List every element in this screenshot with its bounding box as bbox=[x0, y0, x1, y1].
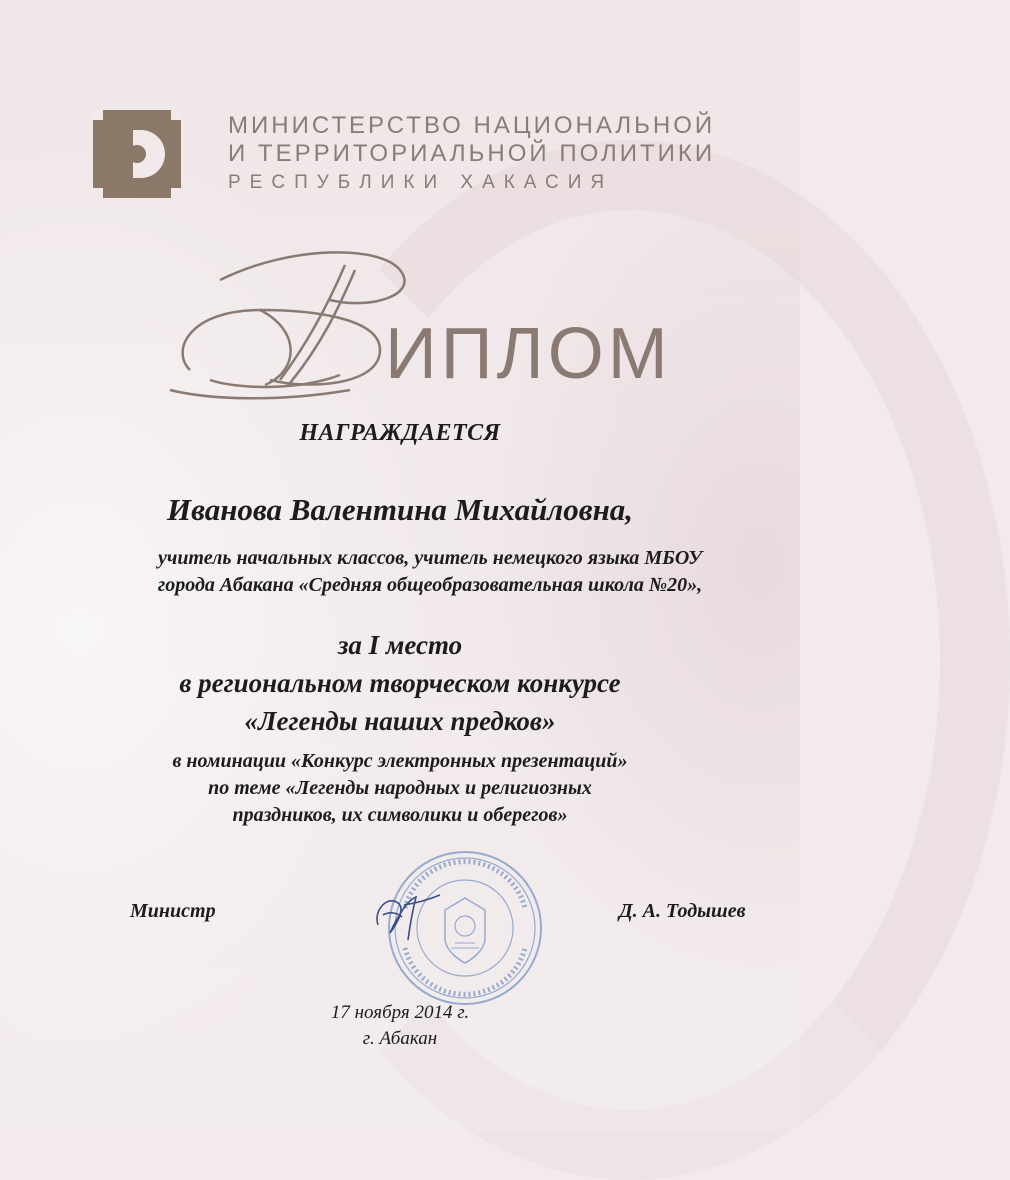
diploma-title-initial-text: Д bbox=[150, 227, 161, 244]
signatory-name: Д. А. Тодышев bbox=[619, 900, 746, 922]
place-line-1: за I место bbox=[337, 630, 463, 660]
signatory-role: Министр bbox=[130, 900, 216, 922]
ministry-emblem-icon bbox=[93, 110, 181, 198]
position-line-1: учитель начальных классов, учитель немецкого языка МБОУ bbox=[157, 547, 703, 569]
nomination-line-1: в номинации «Конкурс электронных презентаций» bbox=[172, 750, 628, 772]
nomination-line-2: по теме «Легенды народных и религиозных bbox=[208, 777, 592, 799]
nomination bbox=[0, 748, 800, 829]
recipient-name: Иванова Валентина Михайловна, bbox=[166, 492, 634, 527]
ministry-name-line-1: МИНИСТЕРСТВО НАЦИОНАЛЬНОЙ bbox=[228, 112, 716, 139]
recipient-position bbox=[80, 545, 780, 599]
awarded-heading: НАГРАЖДАЕТСЯ bbox=[299, 420, 501, 446]
diploma-title: ИПЛОМ bbox=[385, 314, 672, 394]
handwritten-signature bbox=[368, 885, 443, 945]
ministry-name-line-3: РЕСПУБЛИКИ ХАКАСИЯ bbox=[228, 172, 614, 193]
ministry-header bbox=[228, 112, 748, 198]
place-line-2: в региональном творческом конкурсе bbox=[179, 668, 621, 698]
issue-city: г. Абакан bbox=[362, 1028, 438, 1049]
issue-info bbox=[0, 1000, 800, 1052]
nomination-line-3: праздников, их символики и оберегов» bbox=[232, 804, 568, 826]
place-line-3: «Легенды наших предков» bbox=[244, 706, 556, 736]
ministry-name-line-2: И ТЕРРИТОРИАЛЬНОЙ ПОЛИТИКИ bbox=[228, 140, 716, 167]
position-line-2: города Абакана «Средняя общеобразовательная школа №20», bbox=[157, 574, 703, 596]
award-place bbox=[0, 626, 800, 740]
issue-date: 17 ноября 2014 г. bbox=[330, 1002, 470, 1023]
